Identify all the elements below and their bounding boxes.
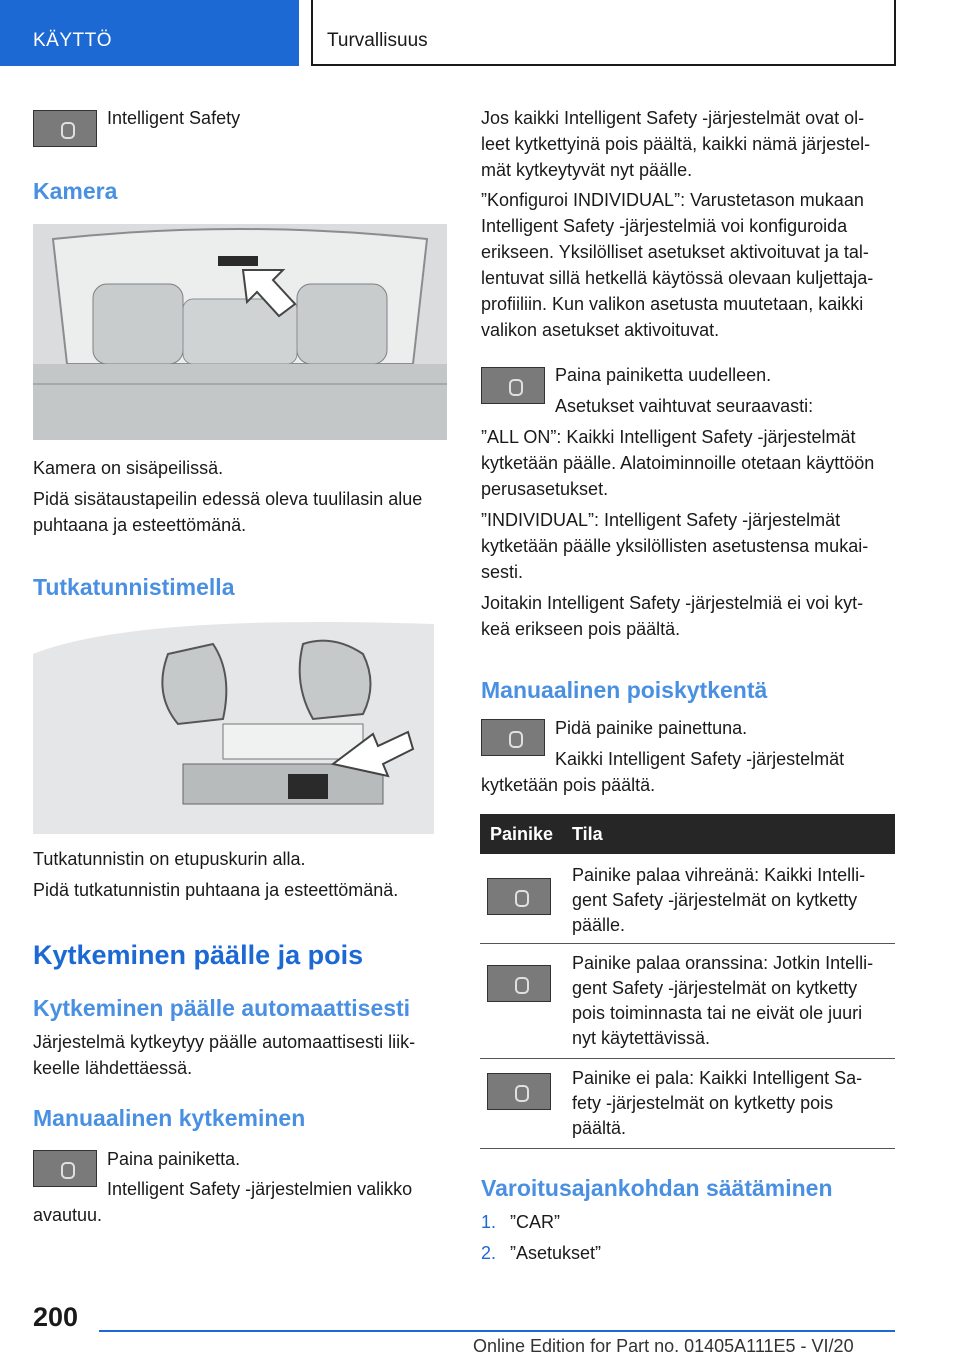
- camera-text-2a: Pidä sisätaustapeilin edessä oleva tuulilasin alue: [33, 489, 423, 509]
- section-title: KÄYTTÖ: [33, 30, 113, 51]
- radar-text-1: Tutkatunnistin on etupuskurin alla.: [33, 849, 306, 869]
- chapter-tab: [311, 0, 896, 66]
- right-text-2a: ”Konfiguroi INDIVIDUAL”: Varustetason mukaan: [481, 190, 864, 210]
- table-row: [480, 854, 895, 944]
- allon-text-a: ”ALL ON”: Kaikki Intelligent Safety -järjestelmät: [481, 427, 856, 447]
- car-front-illustration: [33, 614, 434, 834]
- step-text: ”CAR”: [510, 1212, 560, 1232]
- intelligent-safety-button-icon: [481, 719, 545, 756]
- intelligent-safety-button-icon: [33, 110, 97, 147]
- step-item: [481, 1240, 602, 1266]
- table-row: [480, 1059, 895, 1149]
- indiv-text-c: sesti.: [481, 562, 524, 582]
- some-text-b: keä erikseen pois päältä.: [481, 619, 681, 639]
- right-text-1b: leet kytkettyinä pois päältä, kaikki nämä järjestel-: [481, 134, 871, 154]
- edition-text: Online Edition for Part no. 01405A111E5 - VI/20: [473, 1336, 854, 1356]
- heading-warning-timing: Varoitusajankohdan säätäminen: [481, 1175, 833, 1201]
- indiv-text-b: kytketään päälle yksilöllisten asetustensa mukai-: [481, 536, 869, 556]
- auto-text-a: Järjestelmä kytkeytyy päälle automaattisesti liik-: [33, 1032, 416, 1052]
- heading-camera: Kamera: [33, 178, 118, 204]
- button-green-icon: [487, 878, 551, 915]
- right-text-2b: Intelligent Safety -järjestelmiä voi konfiguroida: [481, 216, 848, 236]
- right-text-1a: Jos kaikki Intelligent Safety -järjestelmät ovat ol-: [481, 108, 865, 128]
- heading-onoff: Kytkeminen päälle ja pois: [33, 940, 364, 970]
- off-text-b: kytketään pois päältä.: [481, 775, 656, 795]
- camera-text-2b: puhtaana ja esteettömänä.: [33, 515, 247, 535]
- col-header-button: Painike: [490, 824, 554, 844]
- allon-text-b: kytketään päälle. Alatoiminnoille otetaan käyttöön: [481, 453, 875, 473]
- indiv-text-a: ”INDIVIDUAL”: Intelligent Safety -järjestelmät: [481, 510, 841, 530]
- right-text-2f: valikon asetukset aktivoituvat.: [481, 320, 720, 340]
- heading-radar: Tutkatunnistimella: [33, 574, 235, 600]
- row-text: Painike ei pala: Kaikki Intelligent Sa- fety -järjestelmät on kytketty pois päältä.: [572, 1068, 863, 1138]
- row-text: Painike palaa oranssina: Jotkin Intelli- gent Safety -järjestelmät on kytketty pois toiminnasta tai ne eivät ole juuri nyt käytettävissä.: [572, 953, 874, 1048]
- footer-divider: [99, 1330, 895, 1332]
- intro-label: Intelligent Safety: [107, 108, 241, 128]
- auto-text-b: keelle lähdettäessä.: [33, 1058, 193, 1078]
- button-status-table: [480, 814, 895, 1149]
- allon-text-c: perusasetukset.: [481, 479, 609, 499]
- manual-text-2a: Intelligent Safety -järjestelmien valikko: [107, 1179, 413, 1199]
- right-text-1c: mät kytkeytyvät nyt päälle.: [481, 160, 693, 180]
- some-text-a: Joitakin Intelligent Safety -järjestelmiä ei voi kyt-: [481, 593, 864, 613]
- manual-text-1: Paina painiketta.: [107, 1149, 241, 1169]
- col-header-state: Tila: [572, 824, 603, 844]
- intelligent-safety-button-icon: [481, 367, 545, 404]
- section-tab: [0, 0, 299, 66]
- intelligent-safety-button-icon: [33, 1150, 97, 1187]
- table-row: [480, 944, 895, 1059]
- press-again-text: Paina painiketta uudelleen.: [555, 365, 772, 385]
- right-text-2d: lentuvat sillä hetkellä käytössä olevaan kuljettaja-: [481, 268, 874, 288]
- step-text: ”Asetukset”: [510, 1243, 602, 1263]
- camera-text-1: Kamera on sisäpeilissä.: [33, 458, 224, 478]
- right-text-2e: profiiliin. Kun valikon asetusta muutetaan, kaikki: [481, 294, 864, 314]
- manual-text-2b: avautuu.: [33, 1205, 103, 1225]
- row-text: Painike palaa vihreänä: Kaikki Intelli- gent Safety -järjestelmät on kytketty päälle.: [572, 865, 866, 935]
- page-number: 200: [33, 1302, 79, 1332]
- camera-figure: [33, 224, 447, 440]
- button-orange-icon: [487, 965, 551, 1002]
- chapter-title: Turvallisuus: [327, 30, 428, 51]
- step-number: 1.: [481, 1212, 497, 1232]
- settings-change-text: Asetukset vaihtuvat seuraavasti:: [555, 396, 814, 416]
- table-header: [480, 814, 895, 854]
- radar-figure: [33, 614, 434, 834]
- button-off-icon: [487, 1073, 551, 1110]
- car-interior-illustration: [33, 224, 447, 440]
- off-text-a: Kaikki Intelligent Safety -järjestelmät: [555, 749, 845, 769]
- step-number: 2.: [481, 1243, 497, 1263]
- heading-manual: Manuaalinen kytkeminen: [33, 1105, 306, 1131]
- step-item: [481, 1209, 560, 1235]
- heading-auto: Kytkeminen päälle automaattisesti: [33, 995, 411, 1021]
- radar-text-2: Pidä tutkatunnistin puhtaana ja esteettömänä.: [33, 880, 399, 900]
- heading-manual-off: Manuaalinen poiskytkentä: [481, 677, 768, 703]
- right-text-2c: erikseen. Yksilölliset asetukset aktivoituvat ja tal-: [481, 242, 869, 262]
- hold-text: Pidä painike painettuna.: [555, 718, 748, 738]
